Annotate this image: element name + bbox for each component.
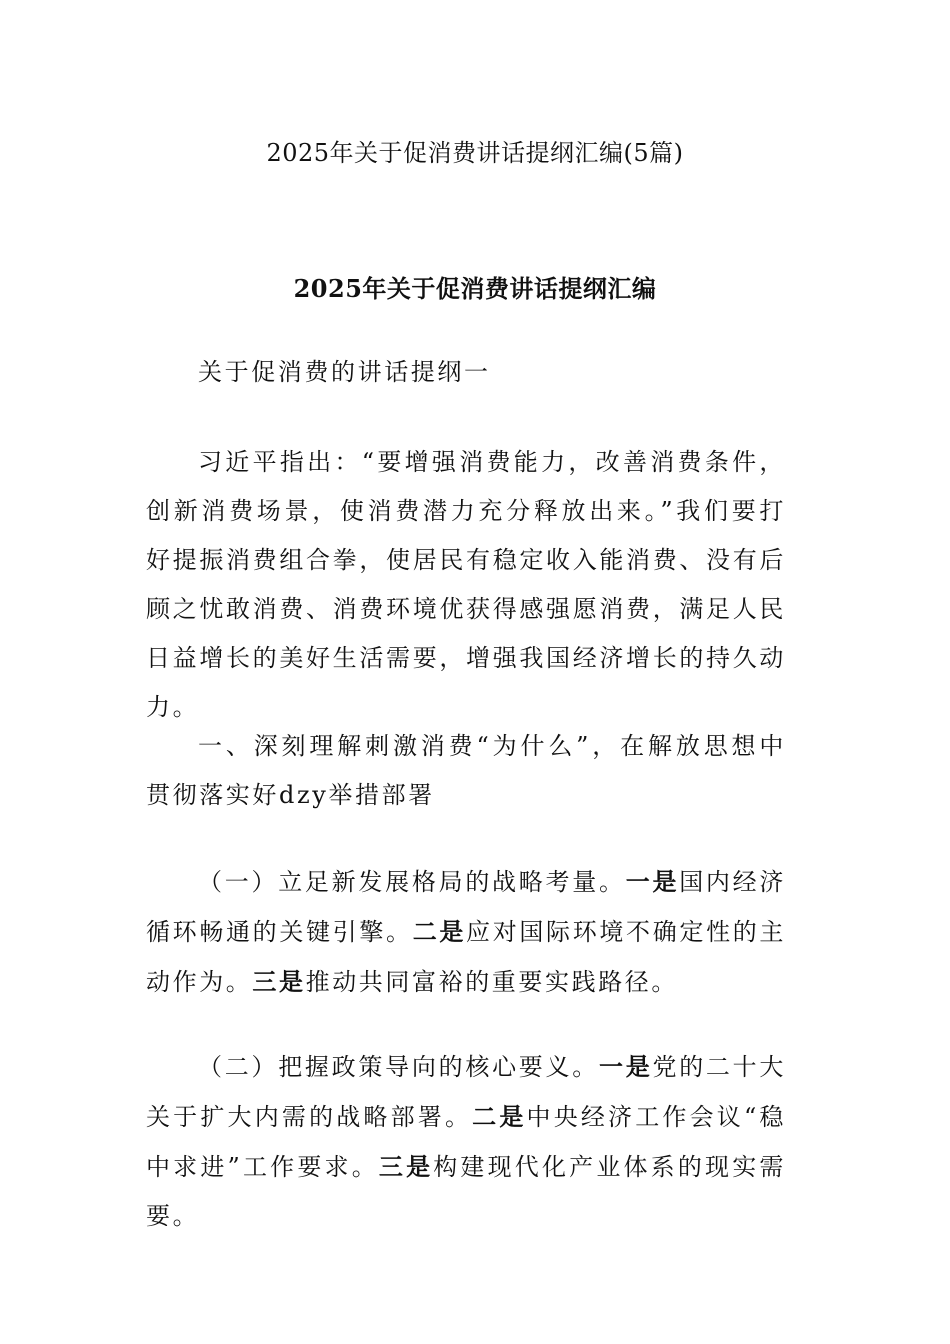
point-text: 推动共同富裕的重要实践路径。 xyxy=(305,968,679,996)
subsection-one-paragraph xyxy=(146,857,786,1007)
section-one-heading: 一、深刻理解刺激消费“为什么”，在解放思想中贯彻落实好dzy举措部署 xyxy=(146,732,786,809)
point-marker: 一是 xyxy=(625,867,680,896)
point-marker: 三是 xyxy=(252,967,306,996)
point-text: 中央经济工作会议“稳中求进”工作要求。 xyxy=(146,1103,786,1181)
subsection-two-intro: （二）把握政策导向的核心要义。 xyxy=(198,1053,599,1081)
point-marker: 一是 xyxy=(599,1052,653,1081)
outline-heading: 关于促消费的讲话提纲一 xyxy=(198,358,491,386)
point-marker: 二是 xyxy=(472,1102,527,1131)
point-text: 国内经济循环畅通的关键引擎。 xyxy=(146,868,786,946)
quote-paragraph: 习近平指出：“要增强消费能力，改善消费条件，创新消费场景，使消费潜力充分释放出来。”我们要打好提振消费组合拳，使居民有稳定收入能消费、没有后顾之忧敢消费、消费环境优获得感强愿消费，满足人民日益增长的美好生活需要，增强我国经济增长的持久动力。 xyxy=(146,448,786,721)
document-subtitle: 2025年关于促消费讲话提纲汇编 xyxy=(293,274,657,303)
subsection-one-intro: （一）立足新发展格局的战略考量。 xyxy=(198,868,626,896)
point-text: 应对国际环境不确定性的主动作为。 xyxy=(146,918,787,996)
subsection-two-paragraph xyxy=(146,1042,786,1241)
document-title: 2025年关于促消费讲话提纲汇编(5篇) xyxy=(266,139,684,167)
point-text: 构建现代化产业体系的现实需要。 xyxy=(146,1153,786,1230)
point-text: 党的二十大关于扩大内需的战略部署。 xyxy=(146,1053,787,1131)
point-marker: 三是 xyxy=(378,1152,434,1181)
point-marker: 二是 xyxy=(412,917,467,946)
